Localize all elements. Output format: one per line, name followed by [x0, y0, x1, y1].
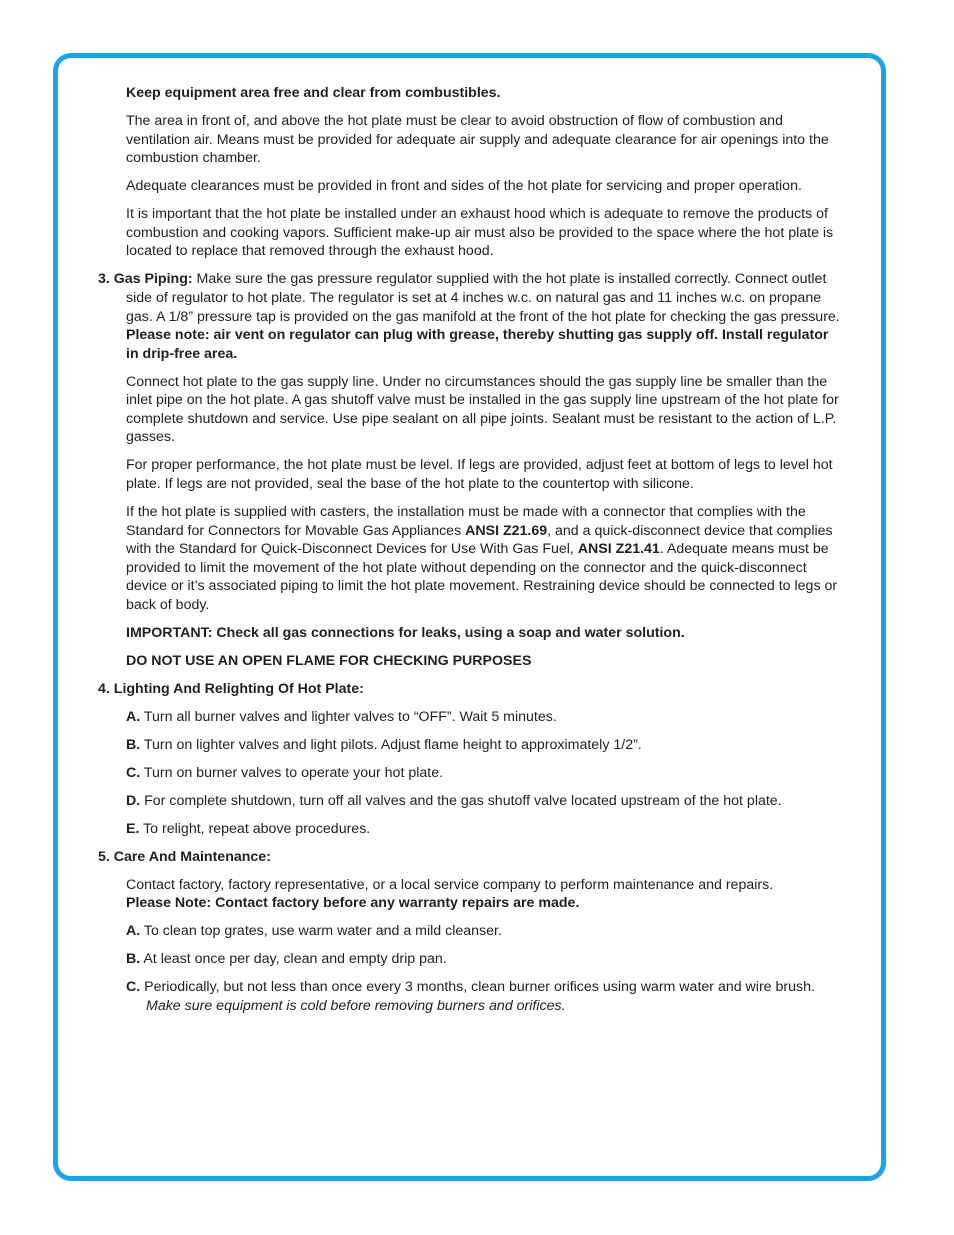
paragraph: It is important that the hot plate be installed under an exhaust hood which is adequate to remove the products of combustion and cooking vapors. Sufficient make-up air must also be provided to the space where the hot plate is located to replace that removed through the exhaust hood. [126, 206, 834, 260]
section-title: 3. Gas Piping: [98, 271, 193, 288]
important-note: IMPORTANT: Check all gas connections for leaks, using a soap and water solution. [126, 624, 685, 641]
gas-piping-section: 3. Gas Piping: Make sure the gas pressure regulator supplied with the hot plate is installed correctly. Connect outlet side of regulator to hot plate. The regulator is set at 4 inches w.c. on natural gas and 11 inches w.c. on propane gas. A 1/8” pressure tap is provided on the gas manifold at the front of the hot plate for checking the gas pressure. Please note: air vent on regulator can plug with grease, thereby shutting gas supply off. Install regulator in drip-free area. [98, 271, 840, 362]
casters-paragraph: If the hot plate is supplied with casters, the installation must be made with a connector that complies with the Standard for Connectors for Movable Gas Appliances ANSI Z21.69, and a quick-disconnect device that complies with the Standard for Quick-Disconnect Devices for Use With Gas Fuel, ANSI Z21.41. Adequate means must be provided to limit the movement of the hot plate without depending on the connector and the quick-disconnect device or it’s associated piping to limit the hot plate movement. Restraining device should be connected to legs or back of body. [126, 504, 838, 613]
document-body [98, 84, 843, 1025]
standard-ref: ANSI Z21.41 [577, 541, 660, 558]
list-item: D. For complete shutdown, turn off all valves and the gas shutoff valve located upstream of the hot plate. [126, 792, 782, 809]
list-item: B. Turn on lighter valves and light pilots. Adjust flame height to approximately 1/2”. [126, 736, 642, 753]
care-paragraph: Contact factory, factory representative, or a local service company to perform maintenance and repairs. Please Note: Contact factory before any warranty repairs are made. [126, 876, 774, 912]
lighting-section-title: 4. Lighting And Relighting Of Hot Plate: [98, 680, 364, 697]
paragraph: For proper performance, the hot plate must be level. If legs are provided, adjust feet at bottom of legs to level hot plate. If legs are not provided, seal the base of the hot plate to the countertop with silicone. [126, 457, 833, 493]
warranty-note: Please Note: Contact factory before any warranty repairs are made. [126, 895, 580, 912]
list-item: B. At least once per day, clean and empty drip pan. [126, 951, 447, 968]
list-item: E. To relight, repeat above procedures. [126, 820, 371, 837]
paragraph: The area in front of, and above the hot plate must be clear to avoid obstruction of flow of combustion and ventilation air. Means must be provided for adequate air supply and adequate clearance for air openings into the combustion chamber. [126, 112, 829, 167]
paragraph: Adequate clearances must be provided in front and sides of the hot plate for servicing and proper operation. [126, 178, 802, 195]
caution-text: Make sure equipment is cold before removing burners and orifices. [146, 997, 566, 1014]
list-item: C. Periodically, but not less than once every 3 months, clean burner orifices using warm water and wire brush. Make sure equipment is cold before removing burners and orifices. [126, 979, 815, 1014]
list-item: C. Turn on burner valves to operate your hot plate. [126, 764, 444, 781]
paragraph: Connect hot plate to the gas supply line. Under no circumstances should the gas supply line be smaller than the inlet pipe on the hot plate. A gas shutoff valve must be installed in the gas supply line upstream of the hot plate for complete shutdown and service. Use pipe sealant on all pipe joints. Sealant must be resistant to the action of L.P. gasses. [126, 373, 839, 446]
list-item: A. To clean top grates, use warm water and a mild cleanser. [126, 923, 502, 940]
regulator-note: Please note: air vent on regulator can plug with grease, thereby shutting gas supply off. Install regulator in drip-free area. [126, 327, 829, 362]
care-section-title: 5. Care And Maintenance: [98, 848, 271, 865]
list-item: A. Turn all burner valves and lighter valves to “OFF”. Wait 5 minutes. [126, 708, 557, 725]
warning-note: DO NOT USE AN OPEN FLAME FOR CHECKING PURPOSES [126, 652, 532, 669]
combustibles-heading: Keep equipment area free and clear from combustibles. [126, 85, 501, 101]
standard-ref: ANSI Z21.69 [465, 522, 548, 539]
